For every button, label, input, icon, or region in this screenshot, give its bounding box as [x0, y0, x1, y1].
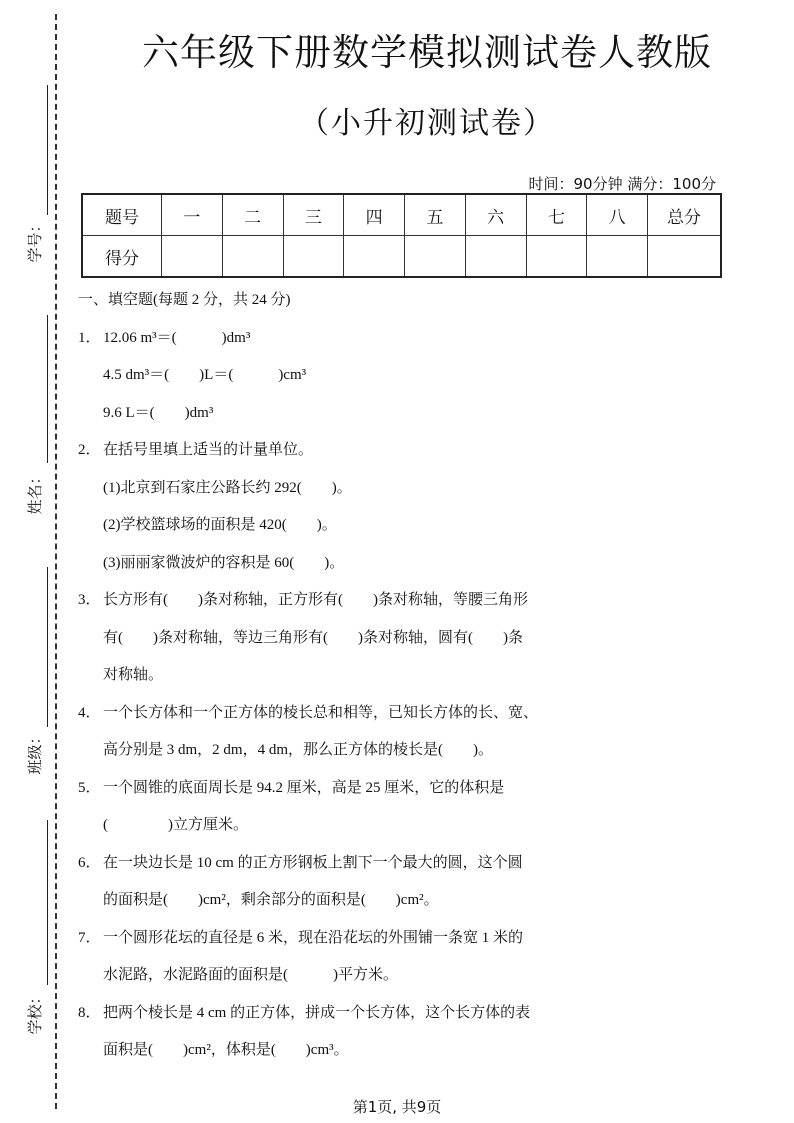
question-line [78, 551, 618, 589]
question-text: 的面积是( )cm²，剩余部分的面积是( )cm²。 [103, 892, 439, 908]
question-line [78, 588, 618, 626]
question-line [78, 851, 618, 889]
question-content [78, 288, 618, 1076]
name-field[interactable] [14, 315, 54, 525]
question-line [78, 738, 618, 776]
name-line[interactable] [47, 315, 48, 463]
score-row-label: 得分 [82, 236, 162, 278]
header-cell: 五 [405, 194, 466, 236]
school-label: 学校： [25, 989, 44, 1035]
question-line [78, 626, 618, 664]
question-text: 把两个棱长是 4 cm 的正方体，拼成一个长方体，这个长方体的表 [103, 1004, 531, 1021]
score-table-header-row [82, 194, 721, 236]
question-lines [78, 326, 618, 1076]
question-text: 12.06 m³＝( )dm³ [103, 329, 251, 346]
question-line [78, 438, 618, 476]
time-score-info: 时间：90分钟 满分：100分 [528, 175, 716, 193]
header-cell: 八 [587, 194, 648, 236]
student-id-label: 学号： [25, 217, 44, 263]
question-line [78, 1001, 618, 1039]
question-number: 3． [78, 592, 101, 608]
question-text: (3)丽丽家微波炉的容积是 60( )。 [103, 554, 345, 571]
class-label: 班级： [25, 729, 44, 775]
header-cell: 六 [465, 194, 526, 236]
student-id-line[interactable] [47, 85, 48, 215]
question-text: 高分别是 3 dm，2 dm，4 dm，那么正方体的棱长是( )。 [103, 742, 493, 758]
score-cell[interactable] [587, 236, 648, 278]
question-number: 1． [78, 329, 101, 346]
question-text: 一个圆形花坛的直径是 6 米，现在沿花坛的外围铺一条宽 1 米的 [103, 929, 524, 946]
question-line [78, 401, 618, 439]
question-text: 面积是( )cm²，体积是( )cm³。 [103, 1042, 349, 1058]
score-cell[interactable] [465, 236, 526, 278]
question-text: 水泥路，水泥路面的面积是( )平方米。 [103, 967, 398, 983]
question-line [78, 813, 618, 851]
question-text: (2)学校篮球场的面积是 420( )。 [103, 517, 337, 533]
header-cell: 一 [162, 194, 223, 236]
question-line [78, 888, 618, 926]
header-cell: 三 [283, 194, 344, 236]
question-text: ( )立方厘米。 [103, 817, 248, 833]
question-line [78, 701, 618, 739]
question-line [78, 363, 618, 401]
question-text: 对称轴。 [103, 667, 164, 683]
school-field[interactable] [14, 820, 54, 1045]
question-line [78, 963, 618, 1001]
question-text: (1)北京到石家庄公路长约 292( )。 [103, 479, 352, 496]
header-cell: 题号 [82, 194, 162, 236]
question-text: 在括号里填上适当的计量单位。 [103, 442, 314, 458]
question-number: 2． [78, 442, 101, 458]
question-line [78, 926, 618, 964]
page-subtitle: （小升初测试卷） [299, 106, 555, 141]
name-label: 姓名： [25, 469, 44, 515]
score-cell[interactable] [283, 236, 344, 278]
question-line [78, 513, 618, 551]
student-id-field[interactable] [14, 85, 54, 280]
question-line [78, 663, 618, 701]
score-cell[interactable] [162, 236, 223, 278]
question-number: 8． [78, 1004, 101, 1021]
question-number: 6． [78, 854, 101, 871]
question-text: 在一块边长是 10 cm 的正方形钢板上割下一个最大的圆，这个圆 [103, 854, 523, 871]
score-cell[interactable] [648, 236, 722, 278]
question-text: 有( )条对称轴，等边三角形有( )条对称轴，圆有( )条 [103, 629, 523, 646]
class-line[interactable] [47, 567, 48, 727]
score-table-score-row [82, 236, 721, 278]
question-number: 7． [78, 929, 101, 946]
header-cell: 四 [344, 194, 405, 236]
header-cell: 二 [222, 194, 283, 236]
question-text: 9.6 L＝( )dm³ [103, 404, 214, 421]
question-text: 一个圆锥的底面周长是 94.2 厘米，高是 25 厘米，它的体积是 [103, 779, 505, 796]
score-cell[interactable] [526, 236, 587, 278]
page-footer: 第1页, 共9页 [352, 1098, 442, 1116]
header-cell: 总分 [648, 194, 722, 236]
section-heading: 一、填空题(每题 2 分，共 24 分) [78, 292, 291, 308]
question-line [78, 1038, 618, 1076]
score-cell[interactable] [222, 236, 283, 278]
score-cell[interactable] [344, 236, 405, 278]
question-line [78, 326, 618, 364]
question-number: 4． [78, 704, 101, 721]
question-line [78, 776, 618, 814]
question-text: 一个长方体和一个正方体的棱长总和相等，已知长方体的长、宽、 [103, 704, 539, 721]
header-cell: 七 [526, 194, 587, 236]
cut-line [55, 14, 57, 1109]
question-text: 4.5 dm³＝( )L＝( )cm³ [103, 367, 307, 383]
score-cell[interactable] [405, 236, 466, 278]
class-field[interactable] [14, 567, 54, 782]
question-number: 5． [78, 779, 101, 796]
question-line [78, 476, 618, 514]
page-title: 六年级下册数学模拟测试卷人教版 [142, 31, 712, 74]
score-table [81, 193, 722, 278]
school-line[interactable] [47, 820, 48, 985]
binding-margin [0, 0, 60, 1123]
question-text: 长方形有( )条对称轴，正方形有( )条对称轴，等腰三角形 [103, 592, 528, 608]
